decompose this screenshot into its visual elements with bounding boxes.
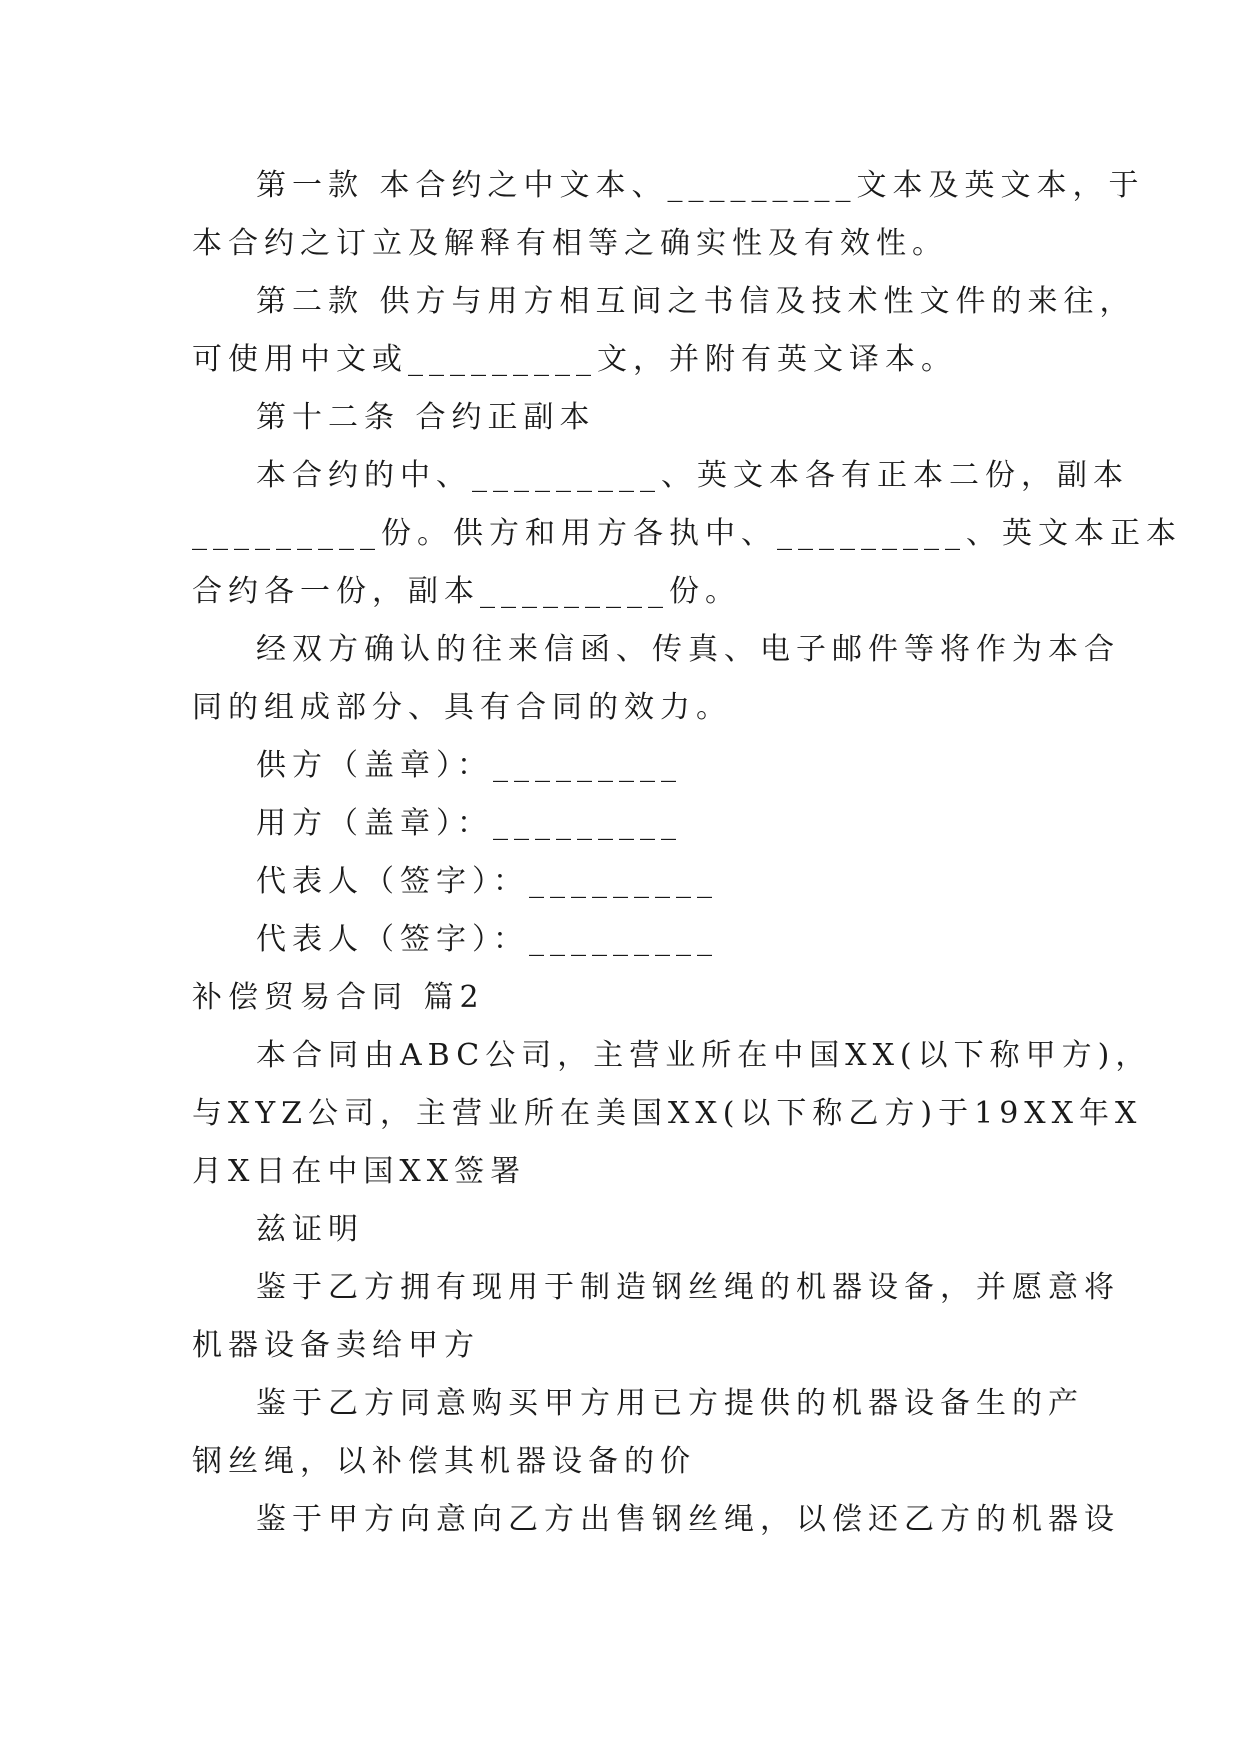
supplier-seal-field: 供方（盖章）：_________	[256, 748, 682, 783]
clause-1-line-2: 本合约之订立及解释有相等之确实性及有效性。	[192, 226, 948, 261]
user-seal-field: 用方（盖章）：_________	[256, 806, 682, 841]
section-title: 补偿贸易合同 篇2	[192, 980, 485, 1015]
representative-signature-field-2: 代表人（签字）：_________	[256, 922, 718, 957]
representative-signature-field-1: 代表人（签字）：_________	[256, 864, 718, 899]
article-12-heading: 第十二条 合约正副本	[256, 400, 596, 435]
recital-1-line-2: 机器设备卖给甲方	[192, 1328, 480, 1363]
clause-2-line-1: 第二款 供方与用方相互间之书信及技术性文件的来往，	[256, 284, 1136, 319]
clause-2-line-2: 可使用中文或_________文，并附有英文译本。	[192, 342, 957, 377]
confirmation-line-1: 经双方确认的往来信函、传真、电子邮件等将作为本合	[256, 632, 1120, 667]
copies-line-3: 合约各一份，副本_________份。	[192, 574, 741, 609]
recital-2-line-2: 钢丝绳，以补偿其机器设备的价	[192, 1444, 696, 1479]
copies-line-2: _________份。供方和用方各执中、_________、英文本正本	[192, 516, 1182, 551]
witnesseth-heading: 兹证明	[256, 1212, 364, 1247]
recital-2-line-1: 鉴于乙方同意购买甲方用已方提供的机器设备生的产	[256, 1386, 1084, 1421]
preamble-line-3: 月X日在中国XX签署	[192, 1154, 527, 1189]
confirmation-line-2: 同的组成部分、具有合同的效力。	[192, 690, 732, 725]
preamble-line-2: 与XYZ公司，主营业所在美国XX(以下称乙方)于19XX年X	[192, 1096, 1143, 1131]
clause-1-line-1: 第一款 本合约之中文本、_________文本及英文本，于	[256, 168, 1145, 203]
recital-3-line-1: 鉴于甲方向意向乙方出售钢丝绳，以偿还乙方的机器设	[256, 1502, 1120, 1537]
recital-1-line-1: 鉴于乙方拥有现用于制造钢丝绳的机器设备，并愿意将	[256, 1270, 1120, 1305]
copies-line-1: 本合约的中、_________、英文本各有正本二份，副本	[256, 458, 1129, 493]
preamble-line-1: 本合同由ABC公司，主营业所在中国XX(以下称甲方)，	[256, 1038, 1152, 1073]
